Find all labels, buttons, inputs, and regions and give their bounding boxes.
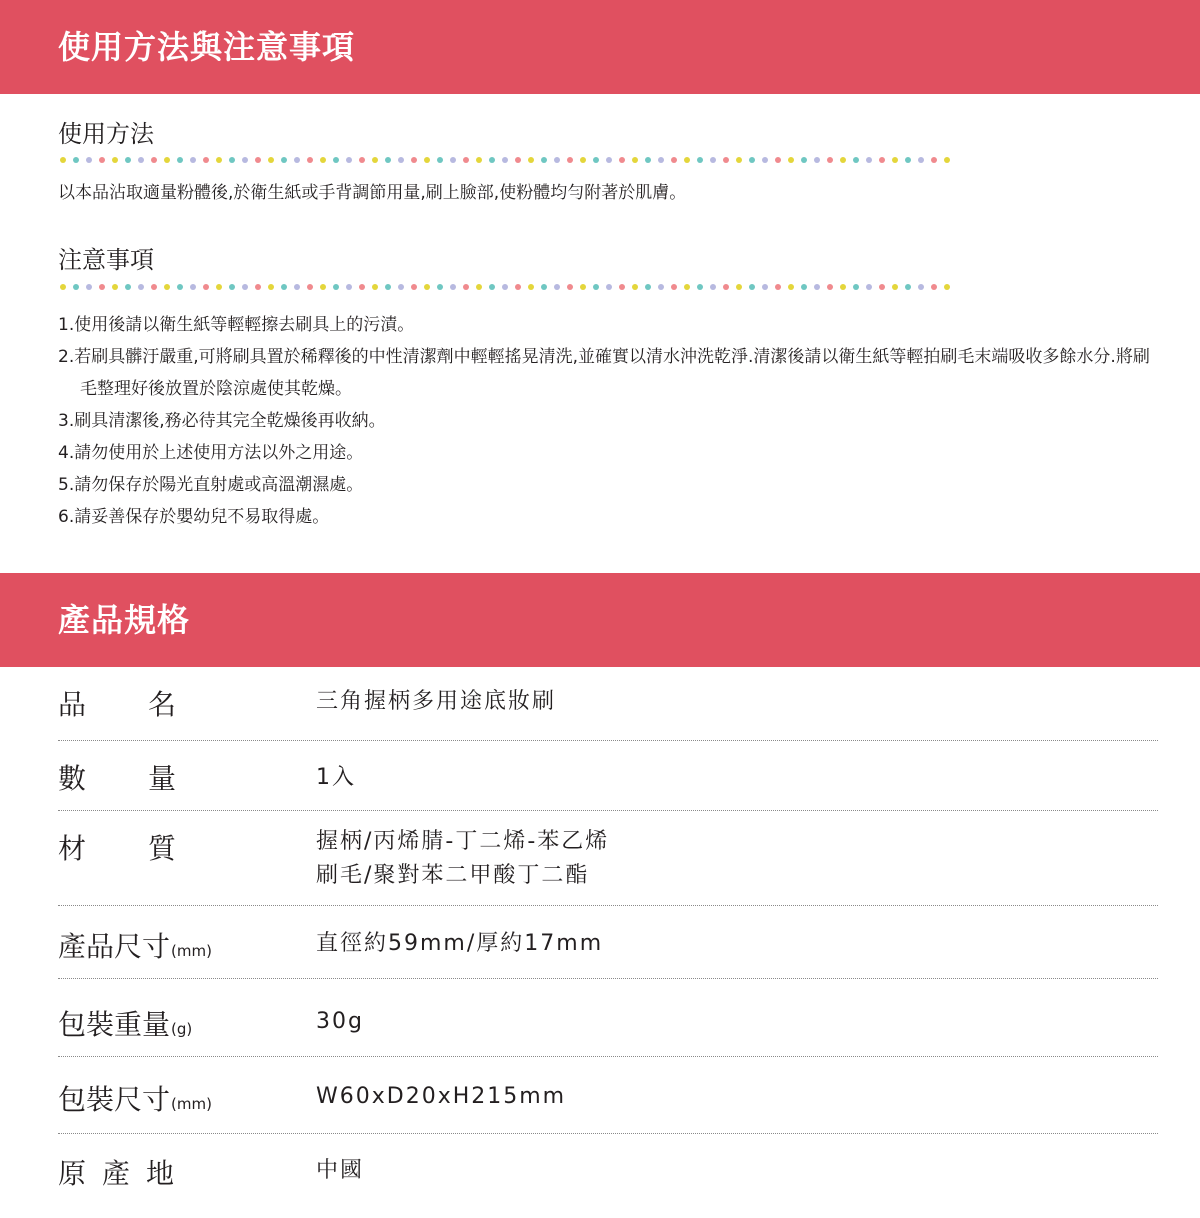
spec-divider [58,978,1158,979]
spec-divider [58,810,1158,811]
caution-item: 4.請勿使用於上述使用方法以外之用途。 [58,443,364,463]
usage-text: 以本品沾取適量粉體後,於衛生紙或手背調節用量,刷上臉部,使粉體均勻附著於肌膚。 [58,183,687,203]
spec-divider [58,1133,1158,1134]
spec-label-wrap [58,1003,192,1043]
caution-item: 5.請勿保存於陽光直射處或高溫潮濕處。 [58,475,364,495]
spec-label-wrap [58,925,212,965]
usage-section-title: 使用方法與注意事項 [58,28,356,66]
spec-label: 品名 [58,688,239,721]
spec-unit: (g) [171,1020,193,1038]
usage-dotted-divider [60,156,960,164]
spec-divider [58,1056,1158,1057]
caution-heading: 注意事項 [58,246,154,274]
caution-item: 2.若刷具髒汙嚴重,可將刷具置於稀釋後的中性清潔劑中輕輕搖晃清洗,並確實以清水沖洗乾淨.清潔後請以衛生紙等輕拍刷毛末端吸收多餘水分.將刷毛整理好後放置於陰涼處使其乾燥。 [58,347,1150,399]
spec-value: 1入 [316,765,356,790]
caution-item: 6.請妥善保存於嬰幼兒不易取得處。 [58,507,330,527]
spec-label: 材質 [58,832,239,865]
caution-dotted-divider [60,283,960,291]
spec-label: 數量 [58,762,239,795]
spec-value: 刷毛/聚對苯二甲酸丁二酯 [316,863,590,888]
spec-banner [0,573,1200,667]
spec-value: 握柄/丙烯腈-丁二烯-苯乙烯 [316,829,610,854]
spec-divider [58,740,1158,741]
spec-label: 包裝重量 [58,1008,171,1041]
caution-item: 3.刷具清潔後,務必待其完全乾燥後再收納。 [58,411,386,431]
usage-heading: 使用方法 [58,120,154,148]
spec-unit: (mm) [171,942,212,960]
spec-divider [58,905,1158,906]
spec-label: 產品尺寸 [58,930,171,963]
caution-item: 1.使用後請以衛生紙等輕輕擦去刷具上的污漬。 [58,315,415,335]
spec-value: 中國 [316,1158,365,1183]
spec-label: 原產地 [58,1157,191,1190]
caution-list [58,309,1158,533]
spec-value: 30g [316,1009,364,1034]
spec-label-wrap [58,1078,212,1118]
spec-section-title: 產品規格 [58,601,191,639]
usage-banner [0,0,1200,94]
spec-value: 直徑約59mm/厚約17mm [316,931,604,956]
spec-unit: (mm) [171,1095,212,1113]
spec-value: 三角握柄多用途底妝刷 [316,689,557,714]
spec-label: 包裝尺寸 [58,1083,171,1116]
spec-value: W60xD20xH215mm [316,1084,567,1109]
